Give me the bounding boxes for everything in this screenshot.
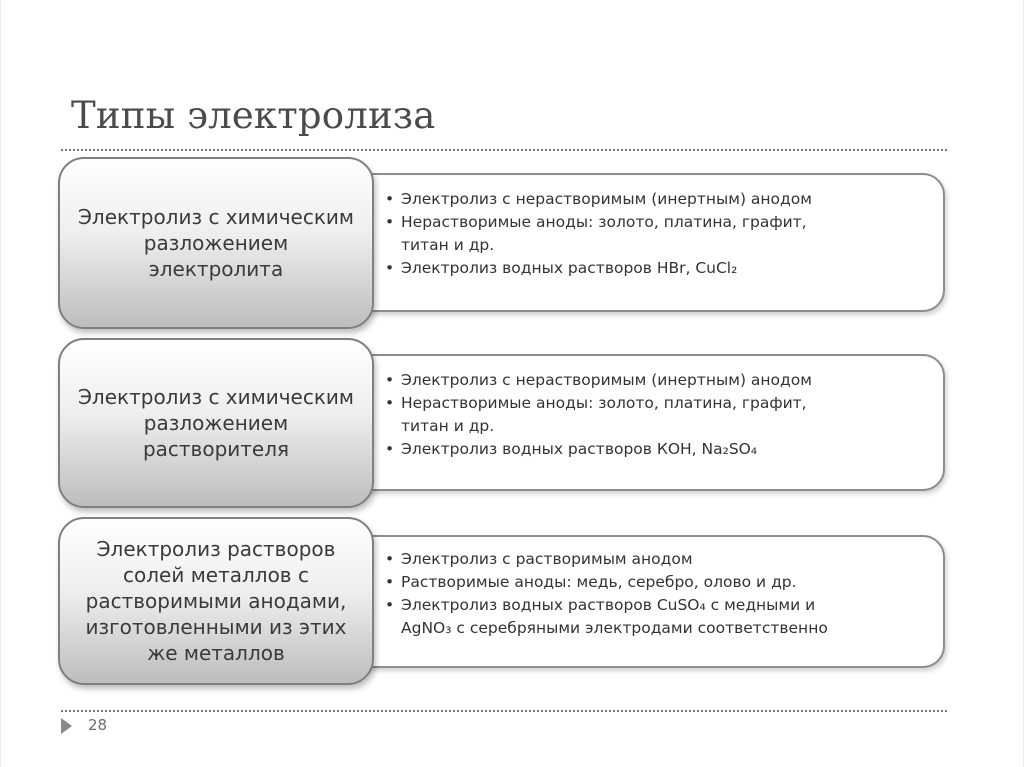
row-3-main-box (58, 517, 374, 685)
row-1-bullet-list (385, 188, 812, 280)
row-3-bullet-1: • Электролиз с растворимым анодом (385, 548, 828, 571)
row-3-bullet-list (385, 548, 828, 640)
row-3-bullet-3-continued: AgNO₃ с серебряными электродами соответственно (401, 619, 828, 637)
row-1-main-box (58, 157, 374, 329)
slide-title: Типы электролиза (71, 94, 436, 137)
row-2-bullet-2: • Нерастворимые аноды: золото, платина, графит, (385, 392, 812, 415)
row-1-bullet-3: • Электролиз водных растворов HBr, CuCl₂ (385, 257, 812, 280)
row-3-bullet-2: • Растворимые аноды: медь, серебро, олово и др. (385, 571, 828, 594)
title-divider (61, 149, 947, 151)
row-2-bullet-list (385, 369, 812, 461)
row-2-bullet-3: • Электролиз водных растворов КОН, Na₂SO₄ (385, 438, 812, 461)
footer-divider (61, 710, 947, 712)
row-1-bullet-2: • Нерастворимые аноды: золото, платина, графит, (385, 211, 812, 234)
row-1-bullet-1: • Электролиз с нерастворимым (инертным) анодом (385, 188, 812, 211)
row-1-bullet-2-continued: титан и др. (401, 236, 495, 254)
row-2-bullet-1: • Электролиз с нерастворимым (инертным) анодом (385, 369, 812, 392)
row-2-main-box (58, 338, 374, 508)
play-arrow-icon (61, 718, 72, 734)
row-2-bullet-2-continued: титан и др. (401, 417, 495, 435)
row-3-bullet-3: • Электролиз водных растворов CuSO₄ с медными и (385, 594, 828, 617)
page-number: 28 (88, 716, 108, 734)
row-1-main-label: Электролиз с химическим разложением электролита (77, 205, 355, 281)
row-3-main-label: Электролиз растворов солей металлов с растворимыми анодами, изготовленными из этих же металлов (85, 537, 347, 665)
row-2-main-label: Электролиз с химическим разложением растворителя (77, 385, 355, 461)
